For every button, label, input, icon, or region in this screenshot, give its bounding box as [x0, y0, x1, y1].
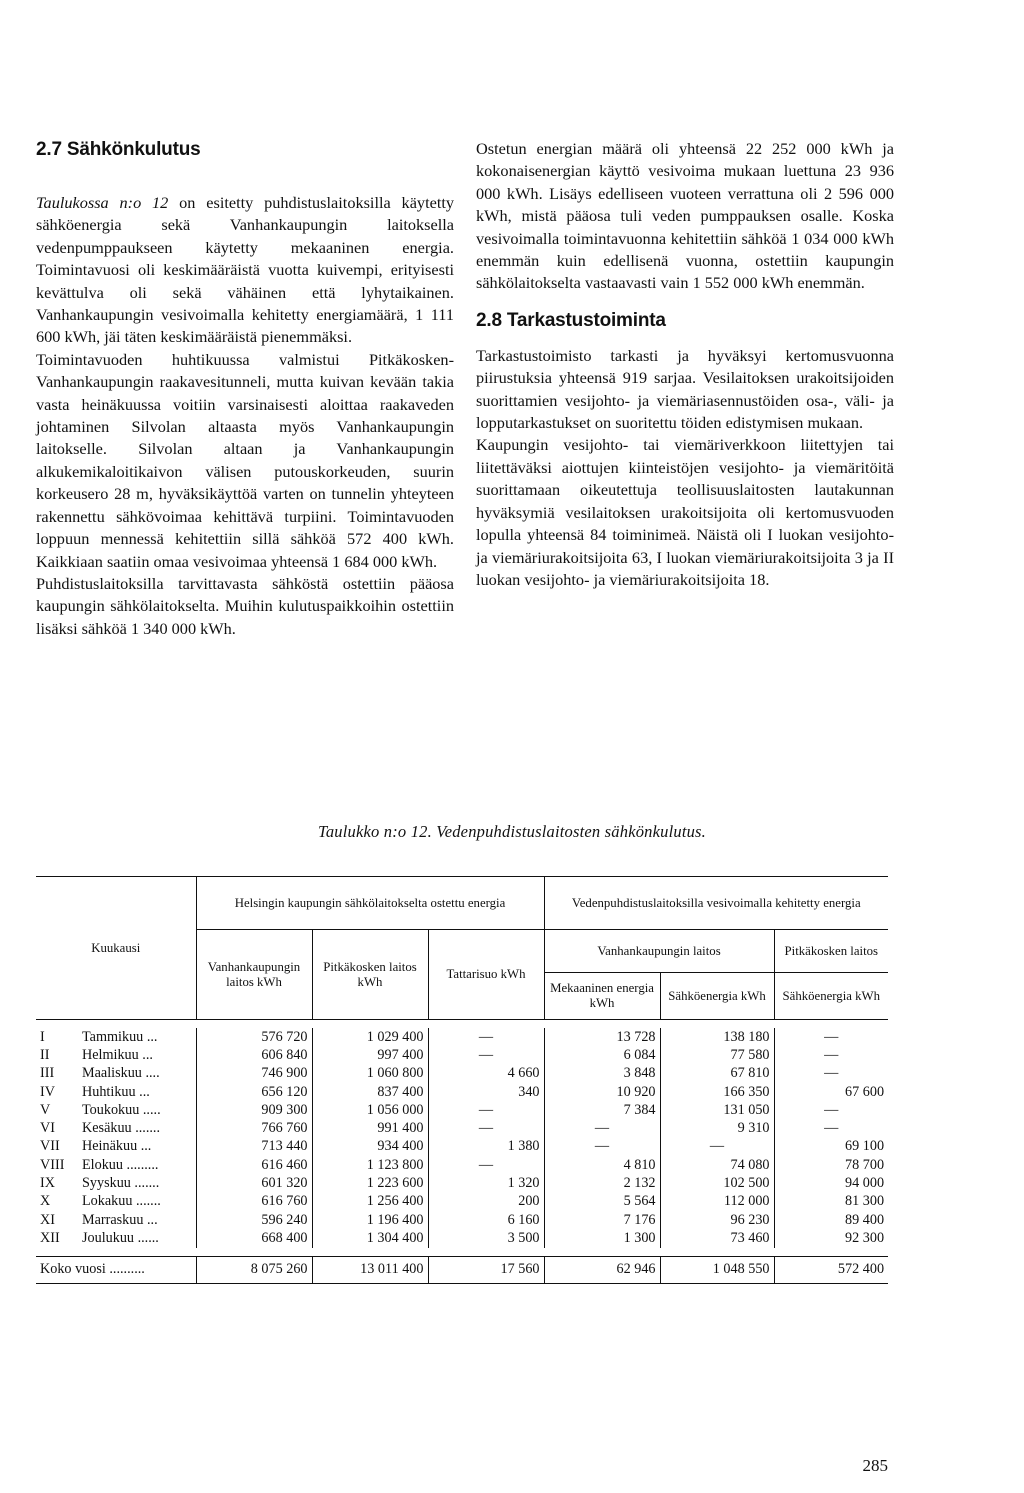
paragraph	[36, 192, 454, 349]
value-cell-v: 601 320	[196, 1174, 312, 1192]
month-cell	[36, 1101, 196, 1119]
value-cell-p: 1 196 400	[312, 1211, 428, 1229]
section-heading-2-7: 2.7 Sähkönkulutus	[36, 139, 201, 160]
value-cell-m: 10 920	[544, 1083, 660, 1101]
month-cell	[36, 1229, 196, 1247]
month-name: Elokuu .........	[82, 1156, 159, 1173]
value-cell-v: 656 120	[196, 1083, 312, 1101]
table-row	[36, 1028, 888, 1046]
table-row	[36, 1046, 888, 1064]
value-cell-p: 1 256 400	[312, 1193, 428, 1211]
value-cell-v: 766 760	[196, 1119, 312, 1137]
value-cell-s2: 67 600	[845, 1083, 885, 1100]
month-name: Kesäkuu .......	[82, 1120, 161, 1137]
header-vanhankaupunki: Vanhankaupungin laitos kWh	[196, 930, 312, 1020]
left-column	[36, 138, 454, 640]
value-cell-t: 4 660	[428, 1065, 544, 1083]
section-heading-2-8: 2.8 Tarkastustoiminta	[476, 309, 666, 331]
paragraph: Toimintavuoden huhtikuussa valmistui Pitkäkosken-Vanhankaupungin raakavesitunneli, mutta kuivan kevään takia vasta heinäkuussa voitiin varsinaisesti aloittaa raakaveden johtaminen Silvolan altaasta myös Vanhankaupungin laitokselle. Silvolan altaan ja Vanhankaupungin alkukemikaloitikaivon välisen putouskorkeuden, suurin korkeusero 28 m, hyväksikäyttöä varten on tunnelin yhteyteen rakennettu sähkövoimaa kehittävä turpiini. Toimintavuoden loppuun mennessä kehitettiin sillä sähköä 572 400 kWh. Kaikkiaan saatiin omaa vesivoimaa yhteensä 1 684 000 kWh.	[36, 349, 454, 571]
value-cell-p: 934 400	[312, 1138, 428, 1156]
value-cell-s2: —	[824, 1028, 839, 1045]
value-cell-s1: 112 000	[660, 1193, 774, 1211]
value-cell-p: 1 123 800	[312, 1156, 428, 1174]
value-cell-s2: —	[824, 1120, 839, 1137]
table-row	[36, 1138, 888, 1156]
value-cell-s1: 67 810	[660, 1065, 774, 1083]
table-reference: Taulukossa n:o 12	[36, 193, 169, 212]
month-cell	[36, 1119, 196, 1137]
value-cell-s1: 102 500	[660, 1174, 774, 1192]
value-cell-s1: 9 310	[660, 1119, 774, 1137]
table-row	[36, 1174, 888, 1192]
month-cell	[36, 1138, 196, 1156]
value-cell-t: 6 160	[428, 1211, 544, 1229]
month-name: Marraskuu ...	[82, 1211, 158, 1228]
header-electric-2: Sähköenergia kWh	[782, 988, 881, 1003]
header-tattarisuo: Tattarisuo kWh	[428, 930, 544, 1020]
table-row	[36, 1065, 888, 1083]
value-cell-s2: —	[824, 1065, 839, 1082]
value-cell-s1: —	[660, 1138, 774, 1156]
value-cell-s1: 138 180	[660, 1028, 774, 1046]
value-cell-s2: —	[824, 1101, 839, 1118]
month-cell	[36, 1174, 196, 1192]
month-cell	[36, 1193, 196, 1211]
value-cell-p: 997 400	[312, 1046, 428, 1064]
paragraph: Kaupungin vesijohto- tai viemäriverkkoon liitettyjen tai liitettäväksi aiottujen kiinteistöjen vesijohto- ja viemäritöitä suorittamaan oikeutettuja teollisuuslaitosten lautakunnan hyväksymiä vesilaitoksen urakoitsijoita oli kertomusvuoden lopulla yhteensä 84 toiminimeä. Näistä oli I luokan vesijohto- ja viemäriurakoitsijoita 63, I luokan viemäriurakoitsijoita 3 ja II luokan vesijohto- ja viemäriurakoitsijoita 18.	[476, 435, 894, 589]
right-column	[476, 138, 894, 591]
header-group-purchased: Helsingin kaupungin sähkölaitokselta ostettu energia	[196, 877, 544, 930]
value-cell-m: —	[544, 1119, 660, 1137]
header-pitkakoski: Pitkäkosken laitos kWh	[312, 930, 428, 1020]
header-rule	[36, 1020, 888, 1029]
value-cell-v: 668 400	[196, 1229, 312, 1247]
page-number: 285	[862, 1456, 888, 1475]
header-sub-vanhankaupunki: Vanhankaupungin laitos	[544, 930, 774, 973]
table-caption: Taulukko n:o 12. Vedenpuhdistuslaitosten sähkönkulutus.	[317, 822, 707, 841]
value-cell-t: 340	[428, 1083, 544, 1101]
paragraph-text: on esitetty puhdistuslaitoksilla käytetty sähköenergia sekä Vanhankaupungin laitoksella vedenpumppaukseen käytetty mekaaninen energia. Toimintavuosi oli keskimääräistä vuotta kuivempi, erityisesti kevättulva oli sekä vähäinen että lyhytaikainen. Vanhankaupungin vesivoimalla kehitetty energiamäärä, 1 111 600 kWh, jäi täten keskimääräistä pienemmäksi.	[36, 193, 455, 347]
value-cell-v: 616 460	[196, 1156, 312, 1174]
total-cell-s2: 572 400	[774, 1256, 888, 1283]
header-electric-1: Sähköenergia kWh	[660, 973, 774, 1020]
table-body	[36, 1028, 888, 1283]
energy-table	[36, 876, 888, 1284]
value-cell-s2: 89 400	[845, 1211, 885, 1228]
month-name: Lokakuu .......	[82, 1193, 161, 1210]
month-cell	[36, 1211, 196, 1229]
table-row	[36, 1156, 888, 1174]
header-month: Kuukausi	[36, 877, 196, 1020]
spacer-row	[36, 1248, 888, 1257]
value-cell-s2: 81 300	[845, 1193, 885, 1210]
value-cell-t: —	[428, 1046, 544, 1064]
paragraph: Ostetun energian määrä oli yhteensä 22 252 000 kWh ja kokonaisenergian käyttö vesivoima mukaan luettuna 23 936 000 kWh. Lisäys edelliseen vuoteen verrattuna oli 2 596 000 kWh, mistä pääosa tuli veden pumppauksen osalle. Koska vesivoimalla toimintavuonna kehitettiin sähköä 1 034 000 kWh enemmän kuin edellisenä vuonna, ostettiin kaupungin sähkölaitokselta vastaavasti vain 1 552 000 kWh enemmän.	[476, 139, 894, 293]
value-cell-p: 1 056 000	[312, 1101, 428, 1119]
value-cell-t: 1 320	[428, 1174, 544, 1192]
month-cell	[36, 1046, 196, 1064]
month-name: Maaliskuu ....	[82, 1065, 160, 1082]
value-cell-s2: 78 700	[845, 1156, 885, 1173]
value-cell-t: —	[428, 1119, 544, 1137]
value-cell-v: 606 840	[196, 1046, 312, 1064]
total-label: Koko vuosi ..........	[36, 1256, 196, 1283]
month-name: Huhtikuu ...	[82, 1083, 150, 1100]
total-row	[36, 1256, 888, 1283]
value-cell-t: 1 380	[428, 1138, 544, 1156]
roman-numeral: XI	[40, 1211, 55, 1228]
table-row	[36, 1119, 888, 1137]
value-cell-m: 1 300	[544, 1229, 660, 1247]
value-cell-m: 6 084	[544, 1046, 660, 1064]
value-cell-t: 200	[428, 1193, 544, 1211]
value-cell-p: 1 060 800	[312, 1065, 428, 1083]
value-cell-v: 713 440	[196, 1138, 312, 1156]
value-cell-p: 991 400	[312, 1119, 428, 1137]
value-cell-v: 909 300	[196, 1101, 312, 1119]
header-group-hydro: Vedenpuhdistuslaitoksilla vesivoimalla kehitetty energia	[544, 877, 888, 930]
total-cell-p: 13 011 400	[312, 1256, 428, 1283]
value-cell-s2: 92 300	[845, 1229, 885, 1246]
month-cell	[36, 1156, 196, 1174]
roman-numeral: VII	[40, 1138, 60, 1155]
value-cell-s1: 131 050	[660, 1101, 774, 1119]
month-name: Joulukuu ......	[82, 1229, 159, 1246]
value-cell-s1: 166 350	[660, 1083, 774, 1101]
value-cell-m: 3 848	[544, 1065, 660, 1083]
value-cell-t: 3 500	[428, 1229, 544, 1247]
roman-numeral: III	[40, 1065, 55, 1082]
value-cell-s2: 94 000	[845, 1175, 885, 1192]
month-cell	[36, 1028, 196, 1046]
roman-numeral: XII	[40, 1229, 60, 1246]
roman-numeral: IV	[40, 1083, 55, 1100]
value-cell-p: 1 029 400	[312, 1028, 428, 1046]
value-cell-t: —	[428, 1101, 544, 1119]
total-rule	[36, 1248, 888, 1257]
total-cell-v: 8 075 260	[196, 1256, 312, 1283]
value-cell-s1: 74 080	[660, 1156, 774, 1174]
roman-numeral: V	[40, 1101, 51, 1118]
header-sub-pitkakoski: Pitkäkosken laitos	[774, 930, 888, 973]
total-cell-t: 17 560	[428, 1256, 544, 1283]
table-row	[36, 1101, 888, 1119]
month-name: Syyskuu .......	[82, 1175, 160, 1192]
month-name: Toukokuu .....	[82, 1101, 161, 1118]
value-cell-p: 1 304 400	[312, 1229, 428, 1247]
paragraph: Puhdistuslaitoksilla tarvittavasta sähköstä ostettiin pääosa kaupungin sähkölaitokselta. Muihin kulutuspaikkoihin ostettiin lisäksi sähköä 1 340 000 kWh.	[36, 573, 454, 638]
value-cell-s2: 69 100	[845, 1138, 885, 1155]
value-cell-p: 837 400	[312, 1083, 428, 1101]
roman-numeral: X	[40, 1193, 51, 1210]
table-row	[36, 1083, 888, 1101]
table-row	[36, 1193, 888, 1211]
roman-numeral: II	[40, 1046, 50, 1063]
header-mechanical: Mekaaninen energia kWh	[544, 973, 660, 1020]
value-cell-v: 746 900	[196, 1065, 312, 1083]
value-cell-s1: 73 460	[660, 1229, 774, 1247]
value-cell-t: —	[428, 1028, 544, 1046]
value-cell-s1: 77 580	[660, 1046, 774, 1064]
value-cell-m: 7 384	[544, 1101, 660, 1119]
value-cell-v: 616 760	[196, 1193, 312, 1211]
table-row	[36, 1211, 888, 1229]
roman-numeral: I	[40, 1028, 45, 1045]
month-cell	[36, 1065, 196, 1083]
total-cell-s1: 1 048 550	[660, 1256, 774, 1283]
total-cell-m: 62 946	[544, 1256, 660, 1283]
value-cell-m: 7 176	[544, 1211, 660, 1229]
value-cell-m: 13 728	[544, 1028, 660, 1046]
value-cell-s1: 96 230	[660, 1211, 774, 1229]
value-cell-v: 596 240	[196, 1211, 312, 1229]
value-cell-t: —	[428, 1156, 544, 1174]
month-name: Heinäkuu ...	[82, 1138, 152, 1155]
month-name: Tammikuu ...	[82, 1028, 158, 1045]
month-cell	[36, 1083, 196, 1101]
table-row	[36, 1229, 888, 1247]
paragraph: Tarkastustoimisto tarkasti ja hyväksyi kertomusvuonna piirustuksia yhteensä 919 sarjaa. Vesilaitoksen urakoitsijoiden suorittamien vesijohto- ja viemäriasennustöiden osa-, väli- ja lopputarkastukset on suoritettu töiden edistymisen mukaan.	[476, 345, 894, 433]
roman-numeral: VIII	[40, 1156, 65, 1173]
value-cell-v: 576 720	[196, 1028, 312, 1046]
month-name: Helmikuu ...	[82, 1046, 153, 1063]
value-cell-m: 4 810	[544, 1156, 660, 1174]
value-cell-m: 2 132	[544, 1174, 660, 1192]
value-cell-p: 1 223 600	[312, 1174, 428, 1192]
roman-numeral: VI	[40, 1120, 55, 1137]
roman-numeral: IX	[40, 1175, 55, 1192]
value-cell-s2: —	[824, 1046, 839, 1063]
value-cell-m: —	[544, 1138, 660, 1156]
value-cell-m: 5 564	[544, 1193, 660, 1211]
